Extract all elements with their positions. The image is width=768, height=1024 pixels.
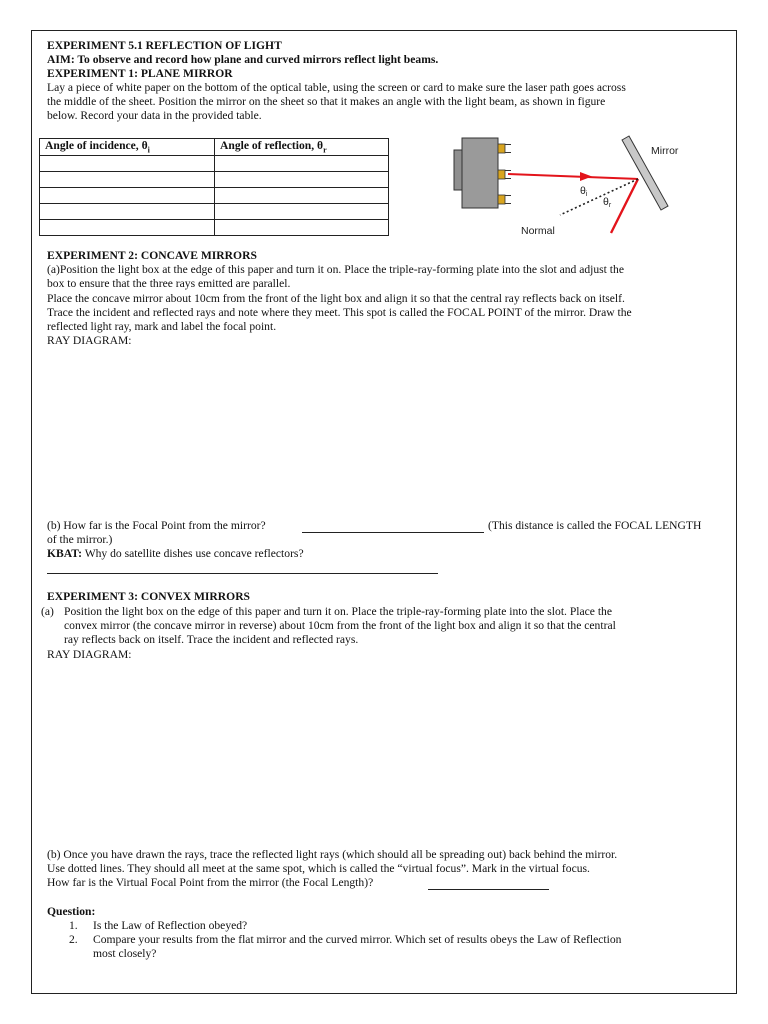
table-cell[interactable] xyxy=(40,204,215,220)
incident-ray xyxy=(508,174,638,179)
col-angle-reflection: Angle of reflection, $\theta_r$ xyxy=(215,139,389,156)
normal-line xyxy=(560,179,638,215)
table-cell[interactable] xyxy=(40,156,215,172)
question-heading: Question: xyxy=(47,905,96,918)
mirror-label: Mirror xyxy=(651,145,679,157)
table-cell[interactable] xyxy=(215,156,389,172)
exp3-heading: EXPERIMENT 3: CONVEX MIRRORS xyxy=(47,590,251,603)
angle-data-table xyxy=(39,138,389,236)
exp3-ray-diagram-area[interactable] xyxy=(47,666,727,841)
laser-port-middle xyxy=(498,170,505,179)
exp3-item-label: (a) xyxy=(41,605,54,618)
theta-r-label: θr xyxy=(603,196,612,209)
exp3-instruction-line: Position the light box on the edge of this paper and turn it on. Place the triple-ray-forming plate into the slot. Place the xyxy=(64,605,613,618)
table-header-row xyxy=(40,139,389,156)
exp2-instruction-line: box to ensure that the three rays emitted are parallel. xyxy=(47,277,291,290)
table-cell[interactable] xyxy=(215,172,389,188)
table-row[interactable] xyxy=(40,172,389,188)
col-angle-incidence: Angle of incidence, $\theta_i$ xyxy=(40,139,215,156)
worksheet-title: EXPERIMENT 5.1 REFLECTION OF LIGHT xyxy=(47,39,282,52)
table-cell[interactable] xyxy=(215,188,389,204)
exp2-ray-diagram-area[interactable] xyxy=(47,352,727,512)
table-row[interactable] xyxy=(40,220,389,236)
exp1-instruction-line: the middle of the sheet. Position the mirror on the sheet so that it makes an angle with the light beam, as shown in figure xyxy=(47,95,606,108)
exp2-heading: EXPERIMENT 2: CONCAVE MIRRORS xyxy=(47,249,257,262)
table-row[interactable] xyxy=(40,156,389,172)
aim-text: AIM: To observe and record how plane and curved mirrors reflect light beams. xyxy=(47,53,439,66)
table-row[interactable] xyxy=(40,188,389,204)
exp2-focal-question-tail: (This distance is called the FOCAL LENGTH xyxy=(488,519,702,532)
exp3-ray-diagram-label: RAY DIAGRAM: xyxy=(47,648,132,661)
normal-label: Normal xyxy=(521,225,555,237)
table-cell[interactable] xyxy=(215,204,389,220)
table-cell[interactable] xyxy=(40,220,215,236)
plane-mirror-figure xyxy=(448,130,688,245)
question-list xyxy=(69,919,621,961)
list-item: most closely? xyxy=(93,947,157,960)
table-cell[interactable] xyxy=(40,188,215,204)
exp3-instruction-line: (b) Once you have drawn the rays, trace the reflected light rays (which should all be spreading out) back behind the mirror. xyxy=(47,848,618,861)
exp2-instruction-line: Trace the incident and reflected rays and note where they meet. This spot is called the FOCAL POINT of the mirror. Draw the xyxy=(47,306,632,319)
laser-box xyxy=(462,138,498,208)
exp1-instruction-line: below. Record your data in the provided table. xyxy=(47,109,262,122)
exp1-heading: EXPERIMENT 1: PLANE MIRROR xyxy=(47,67,233,80)
laser-port-top xyxy=(498,144,505,153)
reflected-ray xyxy=(611,179,638,233)
exp2-instruction-line: reflected light ray, mark and label the focal point. xyxy=(47,320,277,333)
virtual-focal-length-answer-line[interactable] xyxy=(428,889,549,890)
focal-length-answer-line[interactable] xyxy=(302,532,484,533)
exp2-focal-question-end: of the mirror.) xyxy=(47,533,113,546)
table-cell[interactable] xyxy=(40,172,215,188)
exp3-instruction-line: convex mirror (the concave mirror in reverse) about 10cm from the front of the light box and align it so that the central xyxy=(64,619,616,632)
laser-port-bottom xyxy=(498,195,505,204)
kbat-answer-line[interactable] xyxy=(47,573,438,574)
table-row[interactable] xyxy=(40,204,389,220)
exp3-instruction-line: Use dotted lines. They should all meet at the same spot, which is called the “virtual focus”. Mark in the virtual focus. xyxy=(47,862,590,875)
kbat-question: KBAT: Why do satellite dishes use concave reflectors? xyxy=(47,547,304,560)
exp2-ray-diagram-label: RAY DIAGRAM: xyxy=(47,334,132,347)
exp3-instruction-line: ray reflects back on itself. Trace the incident and reflected rays. xyxy=(64,633,359,646)
exp1-instruction-line: Lay a piece of white paper on the bottom of the optical table, using the screen or card to make sure the laser path goes across xyxy=(47,81,626,94)
theta-i-label: θi xyxy=(580,185,588,198)
exp3-virtual-focus-question: How far is the Virtual Focal Point from the mirror (the Focal Length)? xyxy=(47,876,374,889)
list-item: 1. Is the Law of Reflection obeyed? xyxy=(69,919,248,932)
exp2-instruction-line: (a)Position the light box at the edge of this paper and turn it on. Place the triple-ray-forming plate into the slot and adjust the xyxy=(47,263,624,276)
list-item: 2. Compare your results from the flat mirror and the curved mirror. Which set of results obeys the Law of Reflection xyxy=(69,933,622,946)
incident-ray-arrow xyxy=(580,172,592,181)
table-cell[interactable] xyxy=(215,220,389,236)
exp2-instruction-line: Place the concave mirror about 10cm from the front of the light box and align it so that the central ray reflects back on itself. xyxy=(47,292,625,305)
exp2-focal-question: (b) How far is the Focal Point from the mirror? xyxy=(47,519,266,532)
